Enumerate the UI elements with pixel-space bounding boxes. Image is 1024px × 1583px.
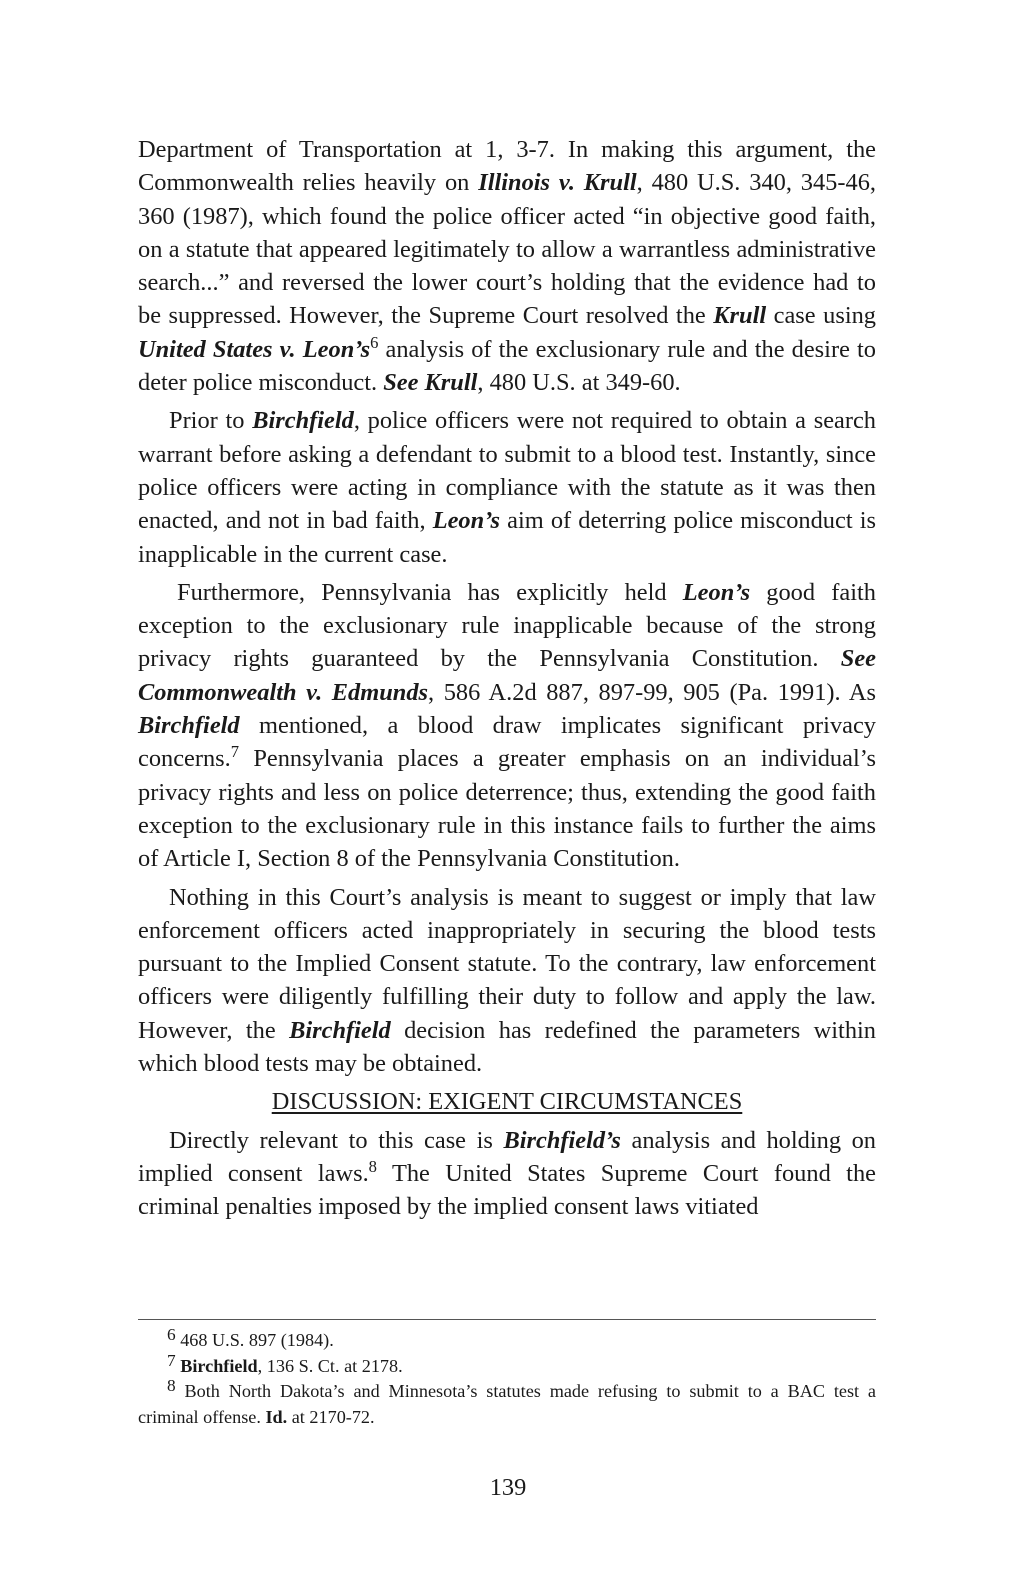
text-run: analysis of the exclusionary rule and the desire to deter police misconduct. (138, 335, 876, 397)
paragraph (138, 404, 876, 570)
paragraph (138, 133, 876, 399)
text-run: , 136 S. Ct. at 2178. (257, 1355, 403, 1376)
text-run: Nothing in this Court’s analysis is meant to suggest or imply that law enforcement officers acted inappropriately in securing the blood tests pursuant to the Implied Consent statute. To the contrary, law enforcement officers were diligently fulfilling their duty to follow and apply the law. However, the (138, 883, 876, 1044)
case-citation: Leon’s (432, 507, 500, 535)
case-citation: See Krull (383, 369, 478, 397)
text-run: Furthermore, Pennsylvania has explicitly held (177, 578, 683, 606)
text-run: good faith exception to the exclusionary rule inapplicable because of the strong privacy rights guaranteed by the Pennsylvania Constitution. (138, 578, 876, 673)
text-run: 468 U.S. 897 (1984). (175, 1330, 334, 1350)
footnote-marker: 8 (368, 1156, 377, 1176)
footnote (138, 1350, 876, 1380)
case-citation: See Commonwealth v. Edmunds (138, 645, 876, 706)
case-citation: Krull (713, 302, 767, 330)
paragraph (138, 1124, 876, 1224)
text-run: analysis and holding on implied consent laws. (138, 1126, 876, 1187)
body-text (138, 133, 876, 1229)
text-run: decision has redefined the parameters within which blood tests may be obtained. (138, 1016, 876, 1078)
page-number: 139 (489, 1474, 527, 1501)
footnote (138, 1375, 876, 1430)
footnote-marker: 6 (167, 1324, 176, 1344)
case-citation: Id. (265, 1406, 288, 1427)
text-run: case using (766, 302, 876, 330)
case-citation: Leon’s (682, 578, 751, 606)
section-heading: DISCUSSION: EXIGENT CIRCUMSTANCES (271, 1088, 743, 1116)
paragraphs-after-heading (138, 1124, 876, 1224)
text-run: The United States Supreme Court found the criminal penalties imposed by the implied consent laws vitiated (138, 1159, 876, 1221)
paragraph (138, 881, 876, 1081)
text-run: Pennsylvania places a greater emphasis on an individual’s privacy rights and less on police deterrence; thus, extending the good faith exception to the exclusionary rule in this instance fails to further the aims of Article I, Section 8 of the Pennsylvania Constitution. (138, 745, 876, 873)
footnote-marker: 7 (167, 1350, 176, 1370)
footnotes (138, 1324, 876, 1430)
footnote-marker: 7 (230, 742, 240, 762)
paragraphs-before-heading (138, 133, 876, 1080)
paragraph (138, 576, 876, 876)
footnote-marker: 8 (167, 1375, 176, 1395)
case-citation: United States v. Leon’s (138, 335, 371, 363)
text-run: , 586 A.2d 887, 897-99, 905 (Pa. 1991). As (428, 678, 877, 706)
footnote-divider (138, 1319, 876, 1320)
case-citation: Birchfield (138, 712, 240, 740)
text-run: Department of Transportation at 1, 3-7. In making this argument, the Commonwealth relies heavily on (138, 136, 876, 197)
text-run: at 2170-72. (287, 1406, 375, 1427)
case-citation: Illinois v. Krull (478, 169, 637, 197)
text-run: Prior to (169, 407, 253, 435)
text-run: , 480 U.S. at 349-60. (477, 369, 681, 397)
footnote-marker: 6 (370, 332, 379, 352)
case-citation: Birchfield (289, 1016, 391, 1044)
text-run: , 480 U.S. 340, 345-46, 360 (1987), which found the police officer acted “in objective good faith, on a statute that appeared legitimately to allow a warrantless administrative search...” and reversed the lower court’s holding that the evidence had to be suppressed. However, the Supreme Court resolved the (138, 169, 876, 330)
text-run: , police officers were not required to obtain a search warrant before asking a defendant to submit to a blood test. Instantly, since police officers were acting in compliance with the statute as it was then enacted, and not in bad faith, (138, 407, 876, 535)
text-run: mentioned, a blood draw implicates significant privacy concerns. (138, 712, 876, 773)
text-run: Both North Dakota’s and Minnesota’s statutes made refusing to submit to a BAC test a criminal offense. (138, 1381, 876, 1427)
case-citation: Birchfield’s (503, 1126, 621, 1154)
text-run: aim of deterring police misconduct is inapplicable in the current case. (138, 507, 876, 568)
footnote (138, 1324, 876, 1354)
case-citation: Birchfield (180, 1355, 258, 1376)
text-run: Directly relevant to this case is (169, 1126, 504, 1154)
case-citation: Birchfield (252, 407, 354, 435)
